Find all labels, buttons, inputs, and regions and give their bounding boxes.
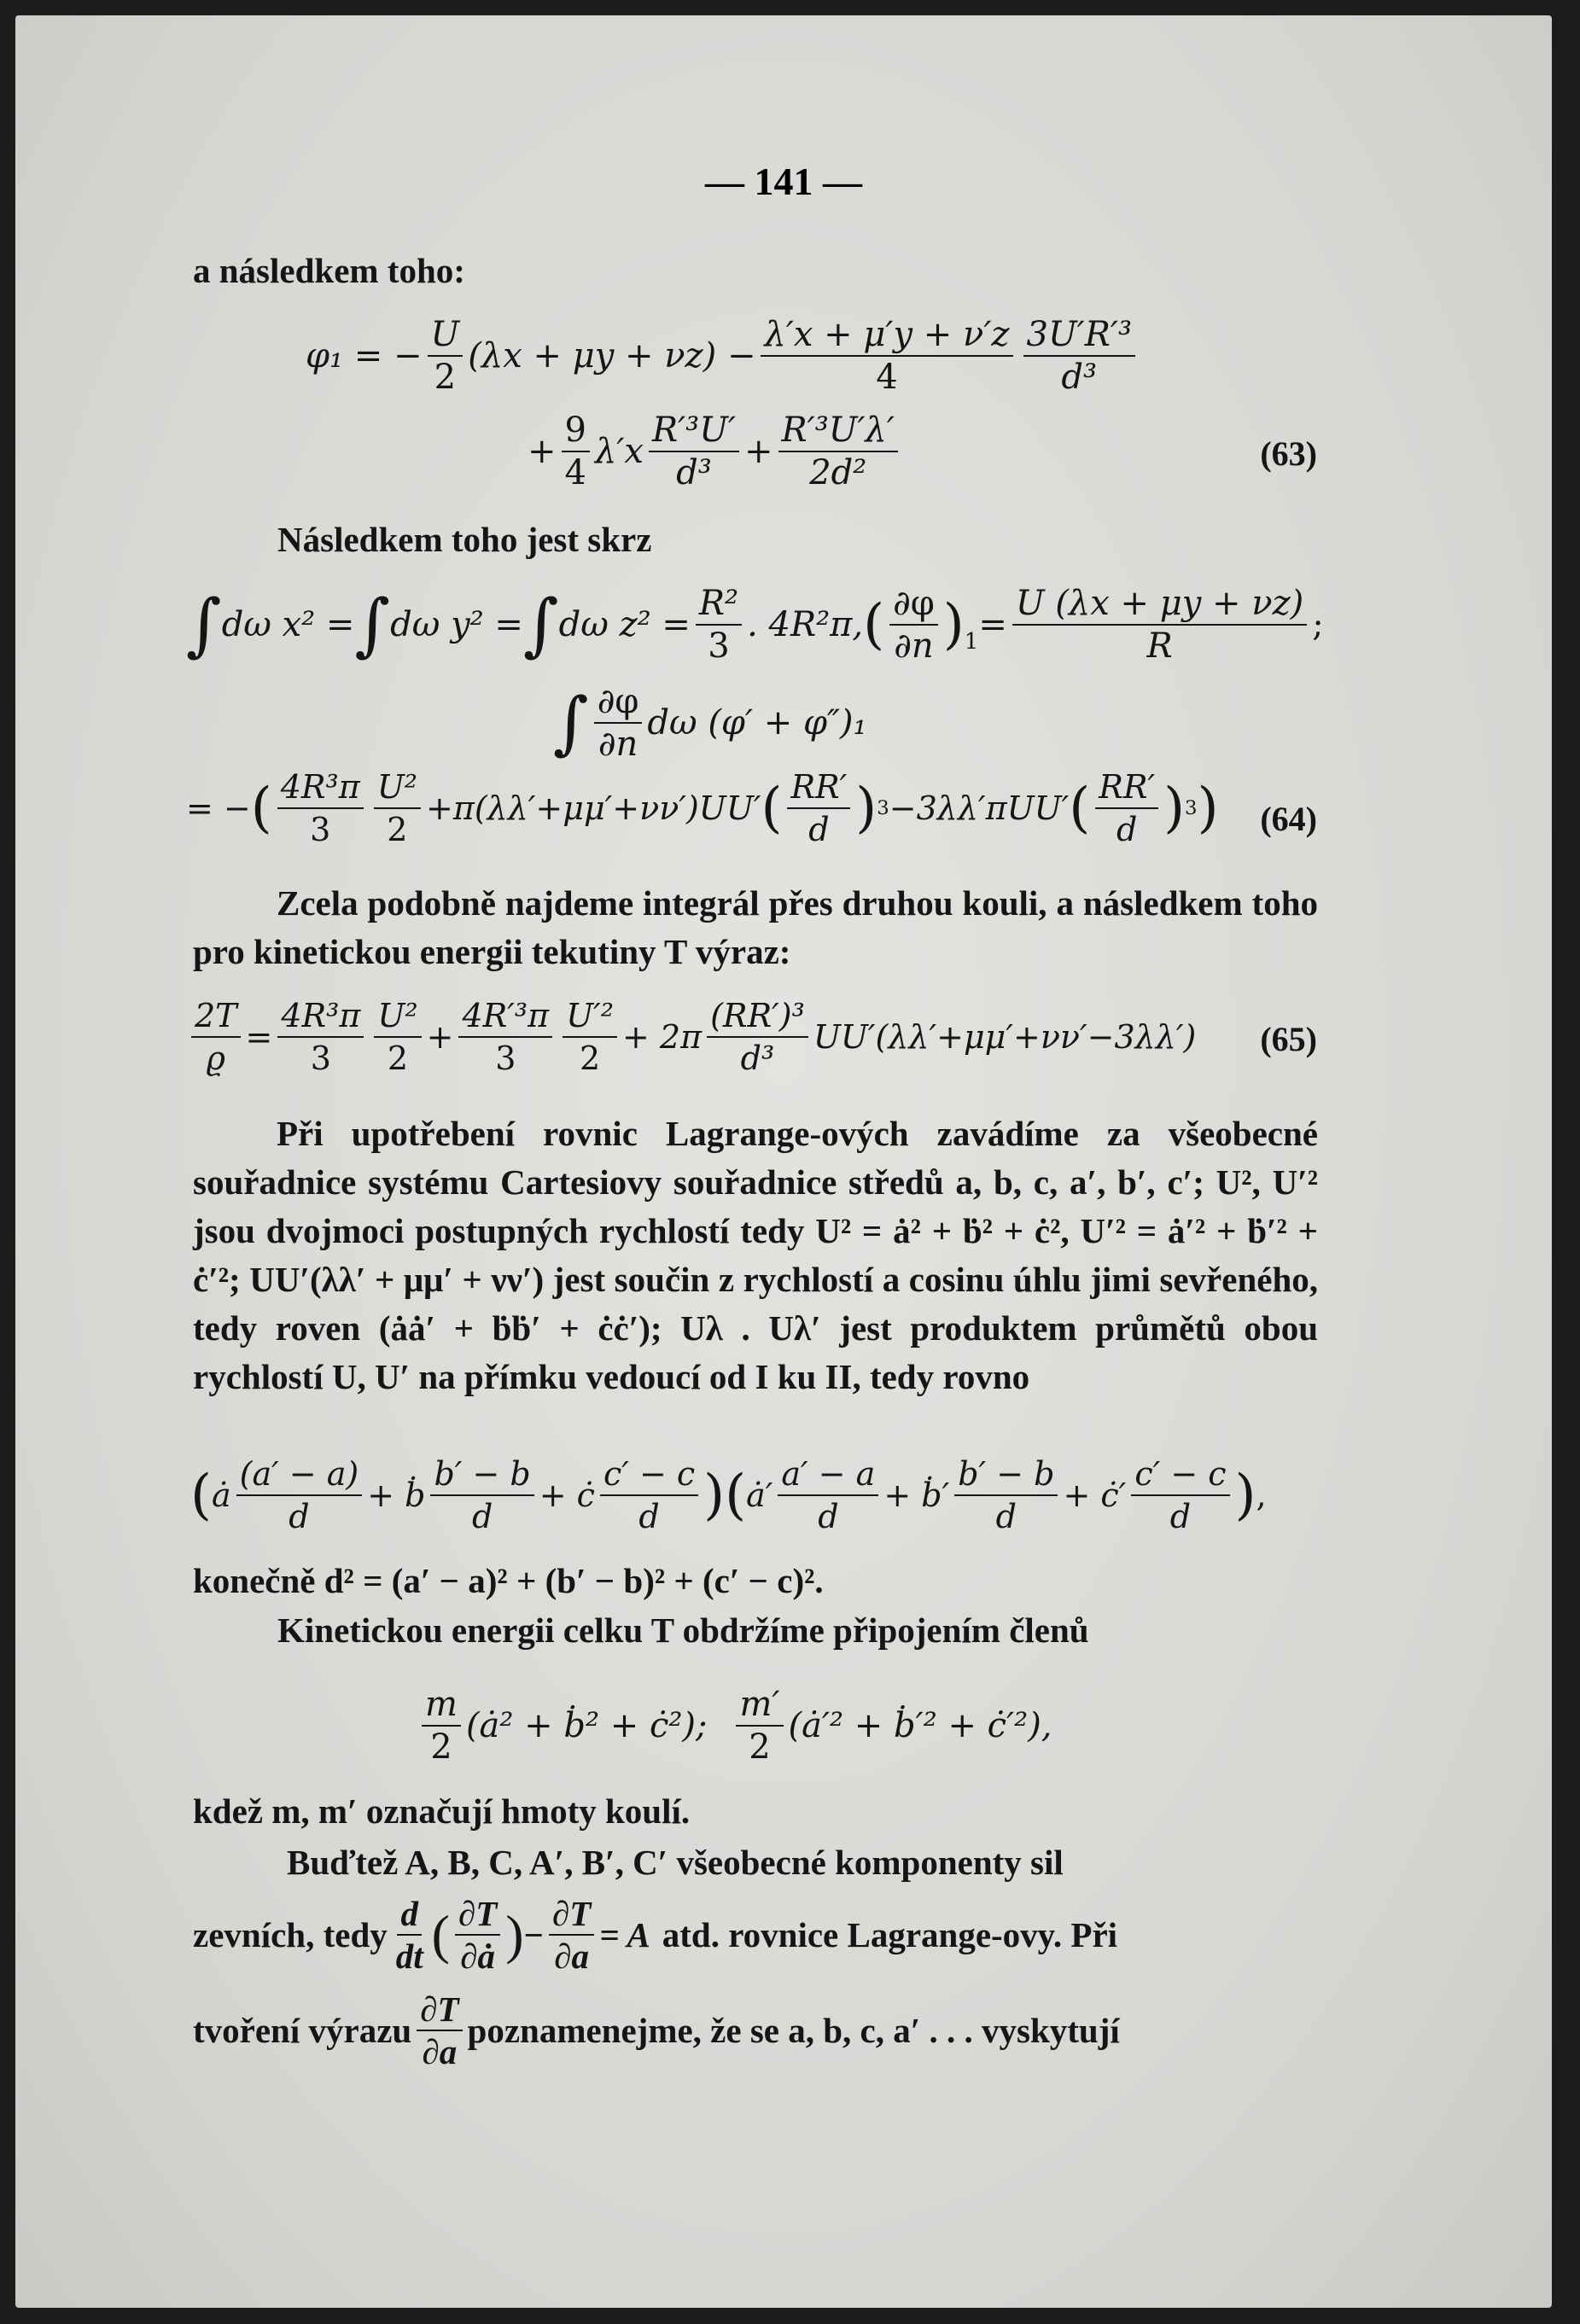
zevnich-da-dot: ∂ȧ	[460, 1937, 495, 1976]
eq63-lhs: φ₁ = −	[306, 336, 423, 376]
zevnich-minus: −	[523, 1915, 544, 1954]
proj-c2: + ċ′	[1063, 1477, 1127, 1514]
integral-sign-2: ∫	[354, 585, 391, 664]
members-t1: (ȧ² + ḃ² + ċ²);	[465, 1706, 708, 1745]
eq65-eq: =	[245, 1018, 273, 1056]
eq65-d2: 2	[387, 1040, 409, 1077]
integral-sign-3: ∫	[522, 585, 559, 664]
eq64-n1: 4R³π	[277, 766, 364, 809]
book-page	[15, 15, 1552, 2308]
intro-text: a následkem toho:	[193, 251, 465, 290]
eq64-paren-b-open: (	[1069, 777, 1091, 840]
int2-rest: dω (φ′ + φ″)₁	[647, 703, 867, 743]
int-z: dω z² =	[558, 605, 691, 644]
int-mid: . 4R²π,	[747, 605, 864, 644]
eq65-d0: ϱ	[206, 1040, 225, 1077]
eq65-n4: U′²	[563, 995, 617, 1038]
zevnich-dT: ∂T	[455, 1893, 500, 1936]
int-num-r2: R²	[696, 583, 742, 626]
page-number: — 141 —	[705, 160, 862, 203]
proj-d4: d	[818, 1498, 839, 1535]
proj-c: + ċ	[539, 1477, 595, 1514]
eq63-frac-9-4	[562, 410, 590, 493]
int2-frac-dphi-dn	[594, 681, 643, 765]
proj-a2: ȧ′	[746, 1477, 773, 1514]
eq64-d3: d	[808, 811, 830, 848]
proj-frac-2	[430, 1453, 533, 1537]
proj-paren2-close: )	[1234, 1464, 1256, 1527]
zevnich-d: d	[397, 1893, 422, 1936]
eq65-frac-1	[277, 995, 364, 1079]
int-den-r: R	[1146, 626, 1173, 666]
eq64-cube-b: 3	[1185, 797, 1198, 819]
proj-b: + ḃ	[367, 1477, 426, 1514]
proj-a: ȧ	[211, 1477, 231, 1514]
eq64-n3b: RR′	[1095, 766, 1158, 809]
text-skrz: Následkem toho jest skrz	[277, 520, 652, 559]
int-frac-dphi-dn	[889, 583, 938, 667]
proj-paren1-open: (	[190, 1464, 212, 1527]
eq64-n3: RR′	[787, 766, 850, 809]
eq64-mid2: −3λλ′πUU′	[889, 789, 1070, 827]
proj-d1: d	[289, 1498, 310, 1535]
eq64-d3b: d	[1116, 811, 1138, 848]
eq64-d2: 2	[387, 811, 408, 848]
proj-comma: ,	[1256, 1477, 1267, 1514]
zevnich-word: zevních, tedy	[193, 1915, 388, 1954]
zevnich-frac-dT-da-dot	[455, 1893, 500, 1977]
eq65-n5: (RR′)³	[707, 995, 808, 1038]
eq64-frac-4	[1095, 766, 1158, 850]
eq65-frac-4	[563, 995, 617, 1079]
eq63-frac-r3u	[649, 410, 739, 493]
eq64-mid: +π(λλ′+μμ′+νν′)UU′	[426, 789, 761, 827]
eq64-frac-3	[787, 766, 850, 850]
equation-65	[186, 995, 1196, 1079]
eq64-frac-1	[277, 766, 364, 850]
eq65-n3: 4R′³π	[458, 995, 552, 1038]
zevnich-dT2: ∂T	[549, 1893, 594, 1936]
proj-n3: c′ − c	[600, 1453, 698, 1496]
proj-frac-5	[954, 1453, 1058, 1537]
text-kinetic: Kinetickou energii celku T obdržíme připojením členů	[277, 1610, 1089, 1650]
zevnich-paren-close: )	[505, 1904, 524, 1965]
int-num-u: U (λx + μy + νz)	[1012, 583, 1307, 626]
proj-n1: (a′ − a)	[236, 1453, 363, 1496]
eq65-d4: 2	[579, 1040, 601, 1077]
int-semicolon: ;	[1312, 605, 1324, 644]
proj-frac-1	[236, 1453, 363, 1537]
eq64-paren-a-open: (	[761, 777, 783, 840]
zevnich-dt: dt	[395, 1937, 423, 1976]
eq63-num-r3ul: R′³U′λ′	[778, 410, 898, 452]
text-budtez: Buďtež A, B, C, A′, B′, C′ všeobecné komponenty sil	[287, 1843, 1064, 1882]
tvoreni-rest: poznamenejme, že se a, b, c, a′ . . . vyskytují	[467, 2011, 1120, 2050]
zevnich-frac-dT-da	[549, 1893, 594, 1977]
tvoreni-frac-dT-da	[417, 1989, 462, 2072]
eq65-d5: d³	[740, 1040, 775, 1077]
eq63-plus-b: +	[744, 432, 773, 471]
int-sub-1: 1	[964, 629, 979, 655]
eq63-frac-r3ul	[778, 410, 898, 493]
eq64-paren-a-close: )	[855, 777, 877, 840]
line-zevnich	[193, 1893, 1117, 1977]
equation-integrals	[186, 583, 1324, 667]
proj-frac-6	[1131, 1453, 1229, 1537]
proj-paren2-open: (	[725, 1464, 747, 1527]
eq63-frac-u2	[428, 314, 464, 398]
proj-n4: a′ − a	[778, 1453, 878, 1496]
paragraph-zcela: Zcela podobně najdeme integrál přes druhou kouli, a následkem toho pro kinetickou energii tekutiny T výraz:	[193, 883, 1318, 971]
members-frac-m2	[736, 1684, 783, 1768]
proj-n5: b′ − b	[954, 1453, 1058, 1496]
eq63-frac-3u	[1023, 314, 1135, 398]
eq63-den-2: 2	[434, 358, 457, 397]
eq64-paren-open: (	[250, 777, 272, 840]
eq65-plus-2pi: + 2π	[622, 1018, 703, 1056]
eq63-lamx: λ′x	[594, 432, 644, 471]
eq63-num-r3u: R′³U′	[649, 410, 739, 452]
zevnich-frac-d-dt	[393, 1893, 427, 1977]
equation-number-64: (64)	[1260, 800, 1317, 838]
eq63-den-4: 4	[876, 358, 898, 397]
int-den-dn: ∂n	[894, 626, 934, 666]
equation-projection	[190, 1453, 1267, 1537]
int-y: dω y² =	[390, 605, 523, 644]
proj-d5: d	[995, 1498, 1017, 1535]
eq65-tail: UU′(λλ′+μμ′+νν′−3λλ′)	[813, 1018, 1197, 1056]
zevnich-da: ∂a	[554, 1937, 589, 1976]
proj-d2: d	[471, 1498, 493, 1535]
eq65-frac-3	[458, 995, 552, 1079]
eq64-lead: = −	[186, 789, 251, 827]
eq63-frac-lam	[761, 314, 1012, 398]
eq65-n1: 4R³π	[277, 995, 364, 1038]
eq63-num-lam: λ′x + μ′y + ν′z	[761, 314, 1012, 357]
int-num-dphi: ∂φ	[889, 583, 938, 626]
eq64-frac-2	[374, 766, 421, 850]
int-equals: =	[978, 605, 1007, 644]
paren-open: (	[863, 593, 885, 656]
eq65-d1: 3	[310, 1040, 331, 1077]
eq63-num-9: 9	[562, 410, 590, 452]
eq64-cube-a: 3	[877, 797, 889, 819]
eq64-paren-b-close: )	[1163, 777, 1186, 840]
equation-integral-2	[553, 681, 867, 765]
text-kdez: kdež m, m′ označují hmoty koulí.	[193, 1791, 691, 1831]
eq64-n2: U²	[374, 766, 421, 809]
equation-63-line1	[306, 314, 1140, 398]
members-frac-m	[422, 1684, 461, 1768]
proj-n6: c′ − c	[1131, 1453, 1229, 1496]
eq63-den-d3: d³	[1061, 358, 1098, 397]
eq65-frac-5	[707, 995, 808, 1079]
int-x: dω x² =	[221, 605, 355, 644]
eq63-plus-a: +	[528, 432, 557, 471]
eq63-den-d3b: d³	[676, 453, 712, 492]
proj-frac-4	[778, 1453, 878, 1537]
text-konecne: konečně d² = (a′ − a)² + (b′ − b)² + (c′ − c)².	[193, 1561, 824, 1600]
eq63-den-4b: 4	[564, 453, 586, 492]
int2-num-dphi: ∂φ	[594, 681, 643, 724]
tvoreni-dT: ∂T	[417, 1989, 462, 2031]
eq63-term1: (λx + μy + νz) −	[468, 336, 756, 376]
proj-d6: d	[1169, 1498, 1192, 1535]
proj-frac-3	[600, 1453, 698, 1537]
paragraph-lagrange: Při upotřebení rovnic Lagrange-ových zavádíme za všeobecné souřadnice systému Cartesiovy souřadnice středů a, b, c, a′, b′, c′; U², U′² jsou dvojmoci postupných rychlostí tedy U² = ȧ² + ḃ² + ċ², U′² = ȧ′² + ḃ′² + ċ′²; UU′(λλ′ + μμ′ + νν′) jest součin z rychlostí a cosinu úhlu jimi sevřeného, tedy roven (ȧȧ′ + ḃḃ′ + ċċ′); Uλ . Uλ′ jest produktem průmětů obou rychlostí U, U′ na přímku vedoucí od I ku II, tedy rovno	[193, 1114, 1318, 1396]
int-den-3: 3	[708, 626, 730, 666]
eq63-num-u: U	[428, 314, 464, 357]
integral-sign-1: ∫	[186, 585, 222, 664]
zevnich-paren-open: (	[431, 1904, 450, 1965]
equation-number-65: (65)	[1260, 1020, 1317, 1058]
zevnich-eqA: = A	[599, 1915, 650, 1954]
members-m: m	[422, 1684, 461, 1727]
eq65-n2: U²	[374, 995, 421, 1038]
equation-members	[417, 1684, 1052, 1768]
int2-den-dn: ∂n	[598, 725, 638, 764]
equation-number-63: (63)	[1260, 434, 1317, 473]
eq63-den-2d2: 2d²	[809, 453, 867, 492]
integral-sign-4: ∫	[553, 683, 589, 762]
proj-paren1-close: )	[703, 1464, 726, 1527]
eq65-plus-a: +	[426, 1018, 454, 1056]
int-frac-r2-3	[696, 583, 742, 667]
eq64-paren-close: )	[1197, 777, 1219, 840]
eq65-n0: 2T	[191, 995, 241, 1038]
eq65-d3: 3	[495, 1040, 516, 1077]
members-2b: 2	[749, 1727, 771, 1767]
members-2a: 2	[430, 1727, 452, 1767]
int-frac-u-r	[1012, 583, 1307, 667]
proj-d3: d	[638, 1498, 660, 1535]
eq65-frac-2	[374, 995, 421, 1079]
proj-n2: b′ − b	[430, 1453, 533, 1496]
proj-b2: + ḃ′	[883, 1477, 950, 1514]
tvoreni-da: ∂a	[422, 2032, 458, 2071]
tvoreni-word: tvoření výrazu	[193, 2011, 412, 2050]
eq65-frac-0	[191, 995, 241, 1079]
equation-63-line2	[528, 410, 903, 493]
zevnich-rest: atd. rovnice Lagrange-ovy. Při	[662, 1915, 1118, 1954]
eq63-num-3u: 3U′R′³	[1023, 314, 1135, 357]
paren-close: )	[942, 593, 965, 656]
members-m2: m′	[736, 1684, 783, 1727]
eq64-d1: 3	[310, 811, 331, 848]
equation-64	[186, 766, 1219, 850]
line-tvoreni	[193, 1989, 1120, 2072]
members-t2: (ȧ′² + ḃ′² + ċ′²),	[788, 1706, 1052, 1745]
